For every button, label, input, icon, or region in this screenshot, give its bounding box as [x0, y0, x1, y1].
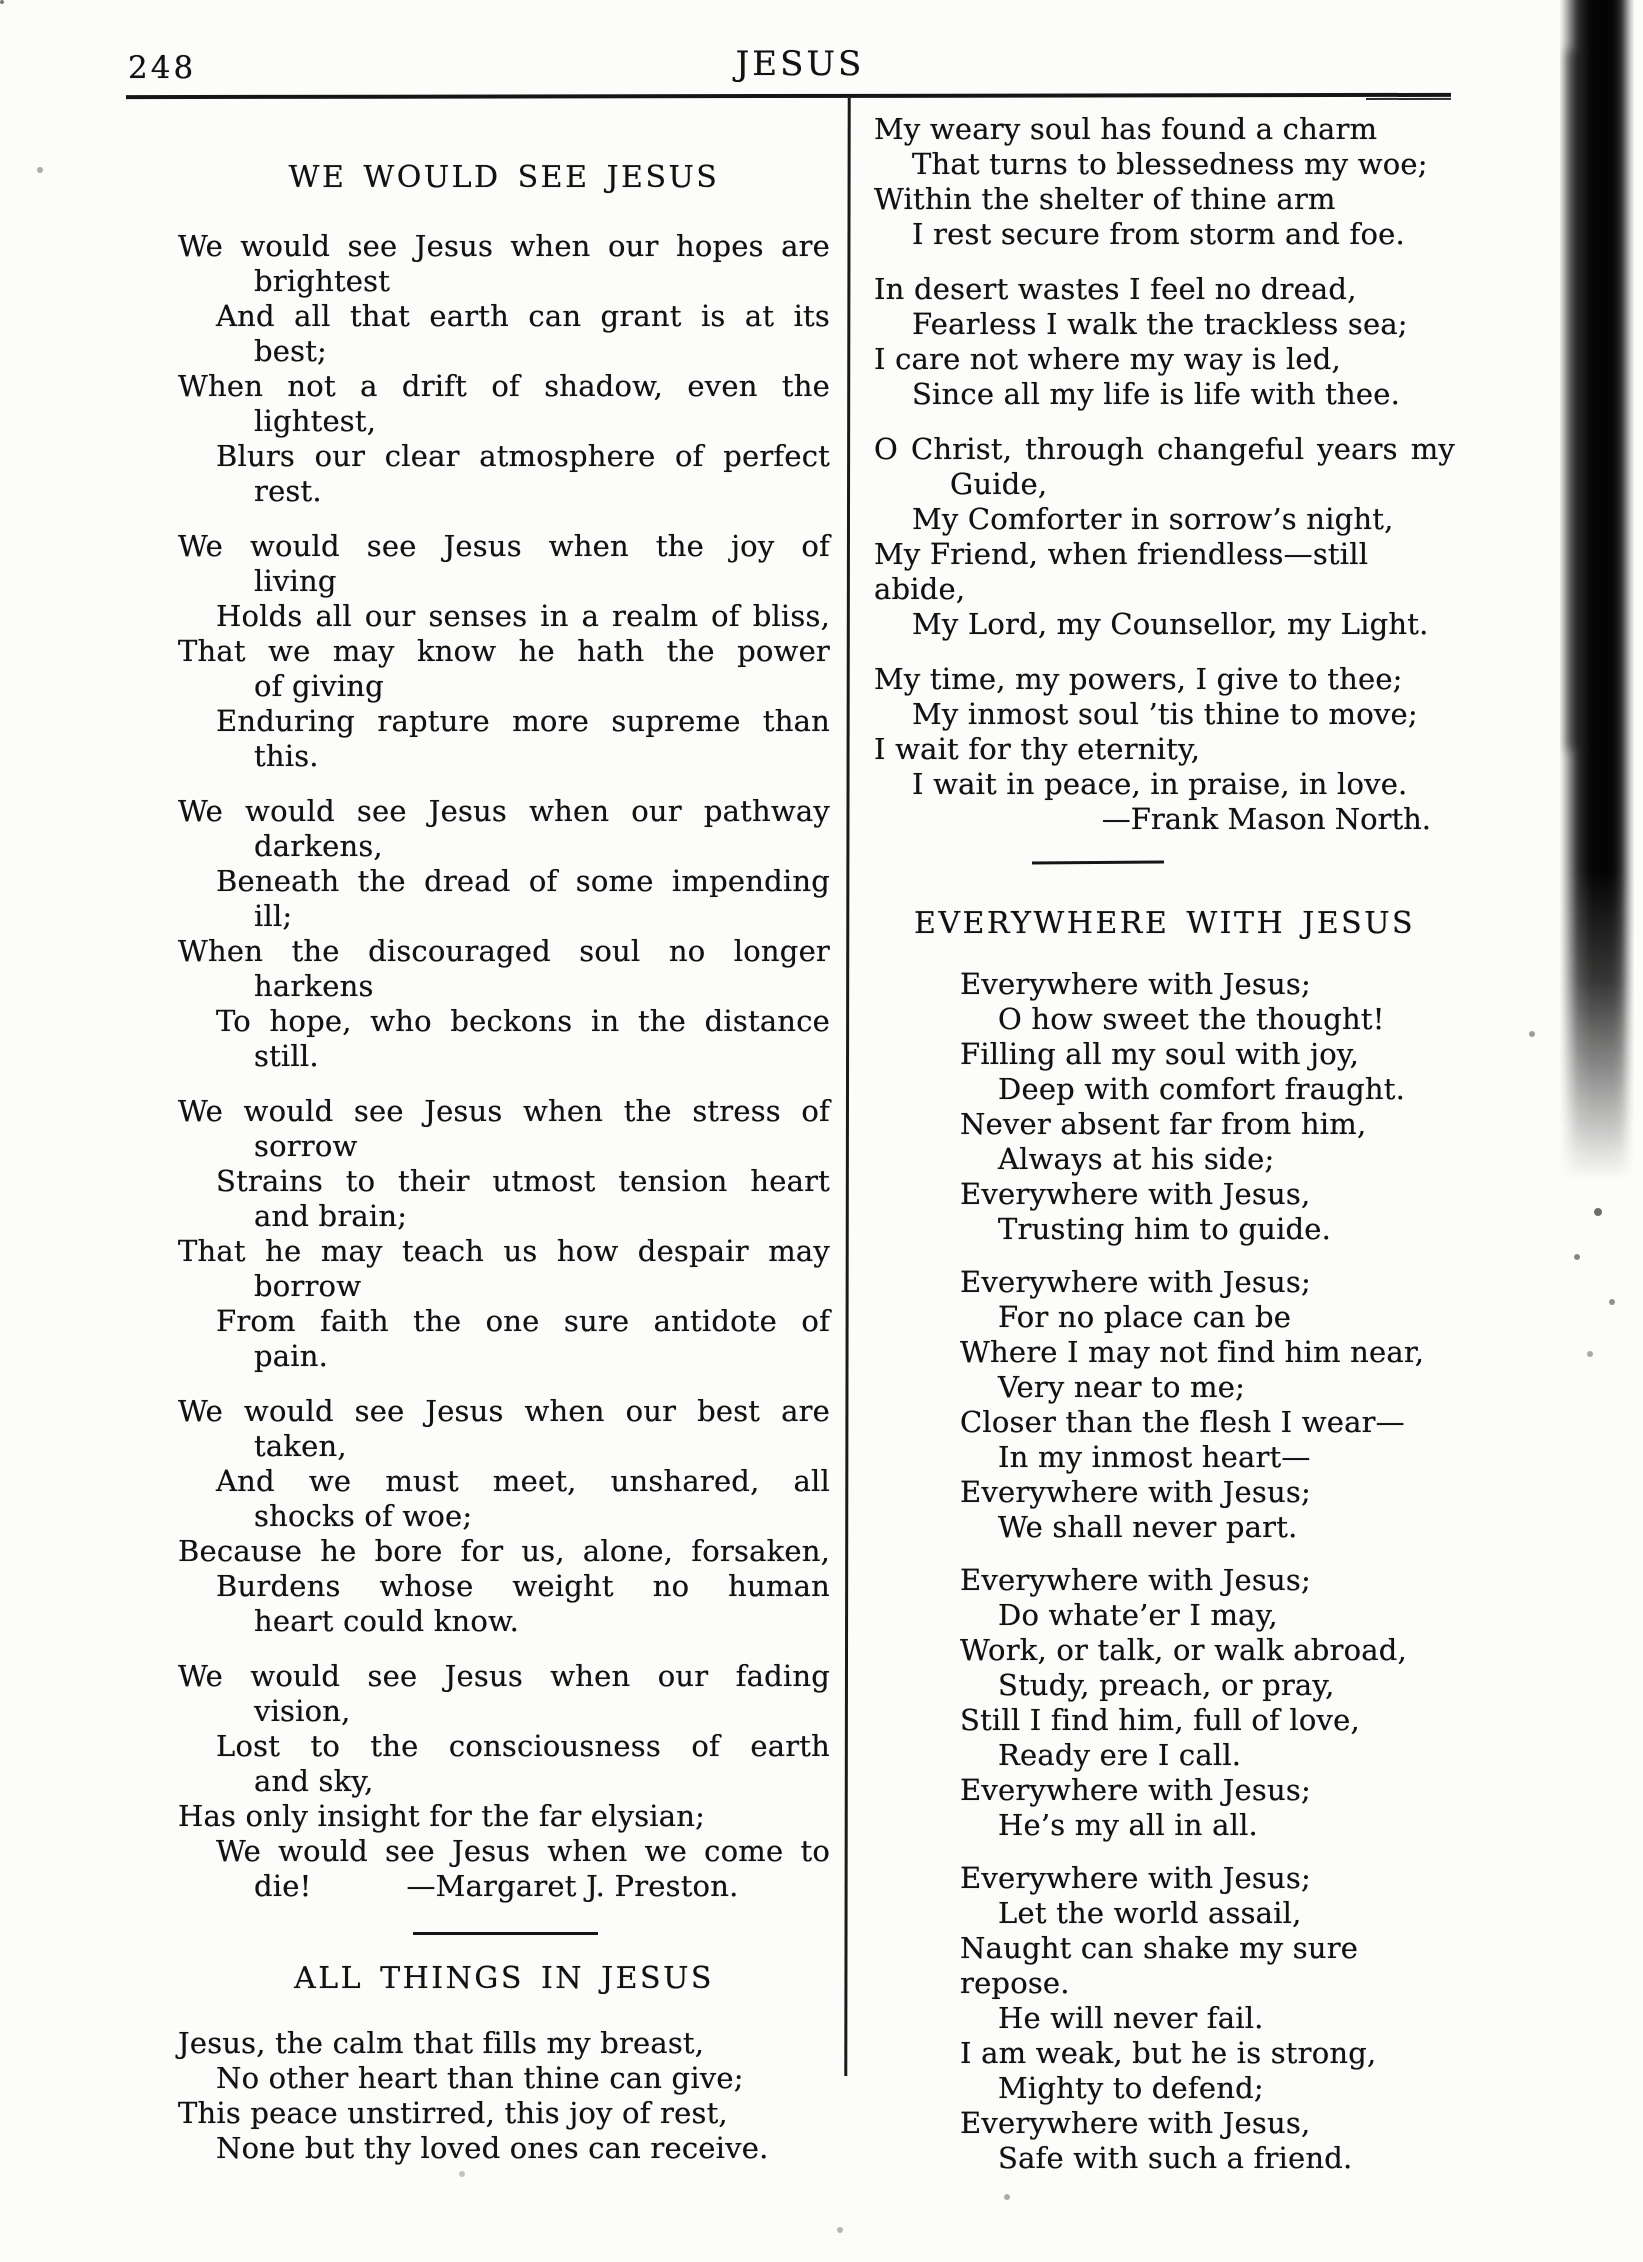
- stanza: [874, 432, 1455, 642]
- poem-line: Closer than the flesh I wear—: [960, 1405, 1405, 1439]
- poem-line: Mighty to defend;: [998, 2071, 1264, 2105]
- poem-line: of giving: [254, 669, 384, 703]
- stanza: [960, 1861, 1455, 2176]
- poem-line: In my inmost heart—: [998, 1440, 1311, 1474]
- stanza: [178, 229, 830, 509]
- poem-line: My inmost soul ’tis thine to move;: [912, 697, 1418, 731]
- poem-line: Holds all our senses in a realm of bliss,: [216, 599, 830, 633]
- poem-line: Has only insight for the far elysian;: [178, 1799, 706, 1833]
- right-column: [874, 112, 1455, 2194]
- hymn-title: EVERYWHERE WITH JESUS: [913, 906, 1416, 941]
- poem-line: We shall never part.: [998, 1510, 1298, 1544]
- hymn-title: WE WOULD SEE JESUS: [288, 160, 720, 195]
- poem-line: My weary soul has found a charm: [874, 112, 1378, 146]
- poem-line: Everywhere with Jesus;: [960, 1265, 1311, 1299]
- poem-line: When not a drift of shadow, even the: [178, 369, 830, 403]
- poem-line: Deep with comfort fraught.: [998, 1072, 1406, 1106]
- poem-line: We would see Jesus when the stress of: [178, 1094, 830, 1128]
- poem-line: Everywhere with Jesus;: [960, 1563, 1311, 1597]
- poem-line: When the discouraged soul no longer: [178, 934, 830, 968]
- left-column: [178, 112, 830, 2186]
- section-divider: [1032, 861, 1164, 865]
- poem-line: Enduring rapture more supreme than: [216, 704, 830, 738]
- poem-line: Jesus, the calm that fills my breast,: [178, 2026, 705, 2060]
- poem-line: That he may teach us how despair may: [178, 1234, 830, 1268]
- poem-line: Since all my life is life with thee.: [912, 377, 1401, 411]
- poem-line: Work, or talk, or walk abroad,: [960, 1633, 1407, 1667]
- poem-line: and brain;: [254, 1199, 408, 1233]
- poem-line: To hope, who beckons in the distance: [216, 1004, 830, 1038]
- poem-line: this.: [254, 739, 319, 773]
- scan-speckles: [0, 0, 4, 4]
- poem-line: Study, preach, or pray,: [998, 1668, 1335, 1702]
- poem-line: and sky,: [254, 1764, 374, 1798]
- poem-line: Ready ere I call.: [998, 1738, 1242, 1772]
- poem-line: sorrow: [254, 1129, 358, 1163]
- poem-line: pain.: [254, 1339, 329, 1373]
- poem-line: vision,: [254, 1694, 351, 1728]
- stanza: [178, 794, 830, 1074]
- poem-line: rest.: [254, 474, 322, 508]
- poem-line: harkens: [254, 969, 374, 1003]
- poem-line: Everywhere with Jesus,: [960, 2106, 1311, 2140]
- poem-line: I am weak, but he is strong,: [960, 2036, 1377, 2070]
- stanza: [874, 662, 1455, 802]
- poem-line: In desert wastes I feel no dread,: [874, 272, 1357, 306]
- stanza: [178, 1094, 830, 1374]
- poem-line: I rest secure from storm and foe.: [912, 217, 1405, 251]
- poem-line: This peace unstirred, this joy of rest,: [178, 2096, 728, 2130]
- poem-line: My time, my powers, I give to thee;: [874, 662, 1403, 696]
- stanza: [178, 1394, 830, 1639]
- poem-line: Everywhere with Jesus;: [960, 1773, 1311, 1807]
- poem-line: Burdens whose weight no human: [216, 1569, 830, 1603]
- stanza: [178, 529, 830, 774]
- poem-line: For no place can be: [998, 1300, 1292, 1334]
- poem-line: darkens,: [254, 829, 383, 863]
- poem-line: I wait in peace, in praise, in love.: [912, 767, 1408, 801]
- page-number: 248: [128, 50, 197, 86]
- section-divider: [413, 1932, 598, 1935]
- poem-line: [178, 1869, 830, 1904]
- poem-line: Strains to their utmost tension heart: [216, 1164, 830, 1198]
- poem-line: Trusting him to guide.: [998, 1212, 1332, 1246]
- poem-line: Where I may not find him near,: [960, 1335, 1425, 1369]
- poem-line: Filling all my soul with joy,: [960, 1037, 1359, 1071]
- poem-line: Lost to the consciousness of earth: [216, 1729, 830, 1763]
- poem-line: Blurs our clear atmosphere of perfect: [216, 439, 830, 473]
- poem-line: shocks of woe;: [254, 1499, 473, 1533]
- attribution: —Frank Mason North.: [1101, 802, 1431, 836]
- poem-line: He will never fail.: [998, 2001, 1264, 2035]
- poem-line: Very near to me;: [998, 1370, 1246, 1404]
- stanza: [178, 2026, 830, 2166]
- attribution: —Margaret J. Preston.: [406, 1869, 739, 1903]
- poem-line: We would see Jesus when our pathway: [178, 794, 830, 828]
- poem-line: living: [254, 564, 337, 598]
- poem-line: O Christ, through changeful years my: [874, 432, 1455, 466]
- poem-line: That we may know he hath the power: [178, 634, 830, 668]
- poem-line: And we must meet, unshared, all: [216, 1464, 830, 1498]
- poem-line: None but thy loved ones can receive.: [216, 2131, 769, 2165]
- poem-line: Fearless I walk the trackless sea;: [912, 307, 1408, 341]
- running-title: JESUS: [735, 44, 865, 84]
- poem-line: lightest,: [254, 404, 377, 438]
- poem-line: Everywhere with Jesus;: [960, 967, 1311, 1001]
- poem-line: Safe with such a friend.: [998, 2141, 1353, 2175]
- poem-line: borrow: [254, 1269, 362, 1303]
- poem-line-text: die!: [254, 1869, 312, 1903]
- poem-line: Naught can shake my sure repose.: [960, 1931, 1359, 2000]
- poem-line: Guide,: [950, 467, 1048, 501]
- poem-line: We would see Jesus when our hopes are: [178, 229, 830, 263]
- poem-line: Beneath the dread of some impending: [216, 864, 830, 898]
- poem-line: brightest: [254, 264, 391, 298]
- stanza: [960, 1265, 1455, 1545]
- stanza: [874, 272, 1455, 412]
- poem-line: He’s my all in all.: [998, 1808, 1258, 1842]
- poem-line: Because he bore for us, alone, forsaken,: [178, 1534, 830, 1568]
- poem-line: Let the world assail,: [998, 1896, 1302, 1930]
- stanza: [960, 1563, 1455, 1843]
- poem-line: That turns to blessedness my woe;: [912, 147, 1428, 181]
- poem-line: My Friend, when friendless—still abide,: [874, 537, 1369, 606]
- hymn-title: ALL THINGS IN JESUS: [294, 1961, 714, 1996]
- poem-line: I wait for thy eternity,: [874, 732, 1201, 766]
- poem-line: We would see Jesus when the joy of: [178, 529, 830, 563]
- poem-line: Do whate’er I may,: [998, 1598, 1278, 1632]
- poem-line: best;: [254, 334, 328, 368]
- poem-line: From faith the one sure antidote of: [216, 1304, 830, 1338]
- poem-line: My Lord, my Counsellor, my Light.: [912, 607, 1429, 641]
- poem-line: O how sweet the thought!: [998, 1002, 1385, 1036]
- poem-line: No other heart than thine can give;: [216, 2061, 744, 2095]
- poem-line: taken,: [254, 1429, 347, 1463]
- stanza: [874, 112, 1455, 252]
- poem-line: We would see Jesus when our best are: [178, 1394, 830, 1428]
- poem-line: Never absent far from him,: [960, 1107, 1367, 1141]
- poem-line: Always at his side;: [998, 1142, 1275, 1176]
- poem-line: ill;: [254, 899, 293, 933]
- poem-line: My Comforter in sorrow’s night,: [912, 502, 1394, 536]
- poem-line: Still I find him, full of love,: [960, 1703, 1360, 1737]
- poem-line: We would see Jesus when our fading: [178, 1659, 830, 1693]
- stanza: [178, 1659, 830, 1904]
- poem-line: Everywhere with Jesus;: [960, 1861, 1311, 1895]
- poem-line: Everywhere with Jesus,: [960, 1177, 1311, 1211]
- poem-line: still.: [254, 1039, 319, 1073]
- poem-line: And all that earth can grant is at its: [216, 299, 830, 333]
- poem-line: Within the shelter of thine arm: [874, 182, 1336, 216]
- poem-line: Everywhere with Jesus;: [960, 1475, 1311, 1509]
- poem-line: heart could know.: [254, 1604, 520, 1638]
- header-rule: [126, 93, 1451, 99]
- column-divider-rule: [844, 98, 850, 2076]
- poem-line: I care not where my way is led,: [874, 342, 1341, 376]
- stanza: [960, 967, 1455, 1247]
- scan-artifact-band: [1560, 0, 1634, 1185]
- poem-line: We would see Jesus when we come to: [216, 1834, 830, 1868]
